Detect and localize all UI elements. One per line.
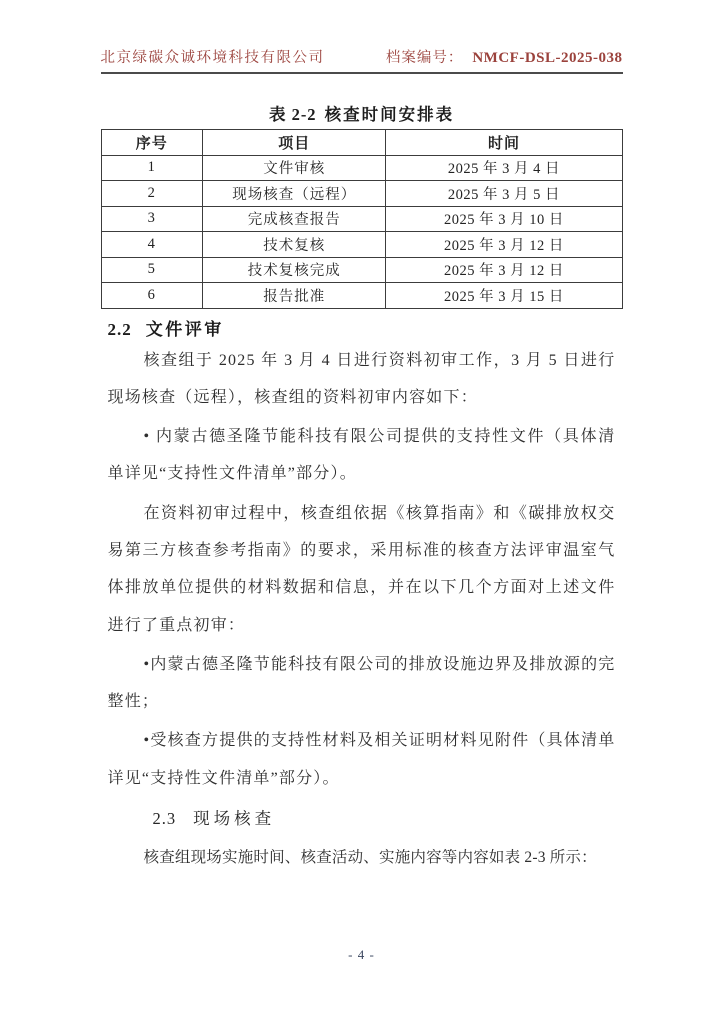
column-header-item: 项目 [203, 130, 386, 156]
archive-number-block [386, 46, 623, 67]
cell-time: 2025 年 3 月 5 日 [386, 181, 622, 207]
table-caption-number: 表 2-2 [268, 105, 317, 124]
section-heading-2-3 [108, 805, 616, 829]
paragraph-review-process: 在资料初审过程中，核查组依据《核算指南》和《碳排放权交易第三方核查参考指南》的要求，采用标准的核查方法评审温室气体排放单位提供的材料数据和信息，并在以下几个方面对上述文件进行了重点初审： [107, 504, 616, 634]
bullet-supporting-documents: • 内蒙古德圣隆节能科技有限公司提供的支持性文件（具体清单详见“支持性文件清单”部分）。 [107, 428, 616, 483]
archive-label: 档案编号： [385, 50, 464, 66]
table-row [101, 155, 622, 181]
cell-item: 现场核查（远程） [203, 181, 386, 207]
page-number: - 4 - [348, 947, 375, 962]
table-header-row [101, 130, 622, 156]
cell-item: 完成核查报告 [203, 206, 386, 232]
column-header-no: 序号 [101, 130, 203, 156]
section-number: 2.3 [152, 809, 177, 829]
cell-time: 2025 年 3 月 12 日 [386, 232, 622, 258]
section-number: 2.2 [107, 319, 132, 339]
cell-time: 2025 年 3 月 15 日 [386, 283, 622, 309]
table-row [101, 232, 622, 258]
cell-item: 文件审核 [203, 155, 386, 181]
table-row [101, 206, 622, 232]
section-heading-2-2 [108, 315, 616, 340]
section-title: 文件评审 [145, 319, 224, 339]
table-caption-title: 核查时间安排表 [324, 105, 455, 124]
cell-item: 技术复核完成 [203, 257, 386, 283]
archive-code: NMCF-DSL-2025-038 [472, 50, 623, 66]
table-caption [0, 101, 723, 125]
table-row [101, 283, 622, 309]
page-header [101, 46, 623, 74]
cell-no: 1 [101, 155, 203, 181]
column-header-time: 时间 [386, 130, 622, 156]
document-body [108, 315, 616, 877]
cell-no: 3 [101, 206, 203, 232]
cell-no: 4 [101, 232, 203, 258]
company-name: 北京绿碳众诚环境科技有限公司 [100, 50, 325, 66]
cell-no: 5 [101, 257, 203, 283]
cell-no: 6 [101, 283, 203, 309]
table-row [101, 257, 622, 283]
cell-no: 2 [101, 181, 203, 207]
schedule-table [101, 129, 623, 309]
table-row [101, 181, 622, 207]
cell-time: 2025 年 3 月 4 日 [386, 155, 622, 181]
cell-time: 2025 年 3 月 12 日 [386, 257, 622, 283]
bullet-emission-boundary: •内蒙古德圣隆节能科技有限公司的排放设施边界及排放源的完整性； [107, 655, 616, 711]
cell-time: 2025 年 3 月 10 日 [386, 206, 622, 232]
cell-item: 报告批准 [203, 283, 386, 309]
section-title: 现场核查 [193, 809, 276, 829]
paragraph-initial-review: 核查组于 2025 年 3 月 4 日进行资料初审工作，3 月 5 日进行现场核查（远程），核查组的资料初审内容如下： [107, 351, 616, 406]
cell-item: 技术复核 [203, 232, 386, 258]
bullet-supporting-materials: •受核查方提供的支持性材料及相关证明材料见附件（具体清单详见“支持性文件清单”部分）。 [107, 732, 616, 787]
paragraph-onsite-verification: 核查组现场实施时间、核查活动、实施内容等内容如表 2-3 所示： [143, 849, 597, 867]
